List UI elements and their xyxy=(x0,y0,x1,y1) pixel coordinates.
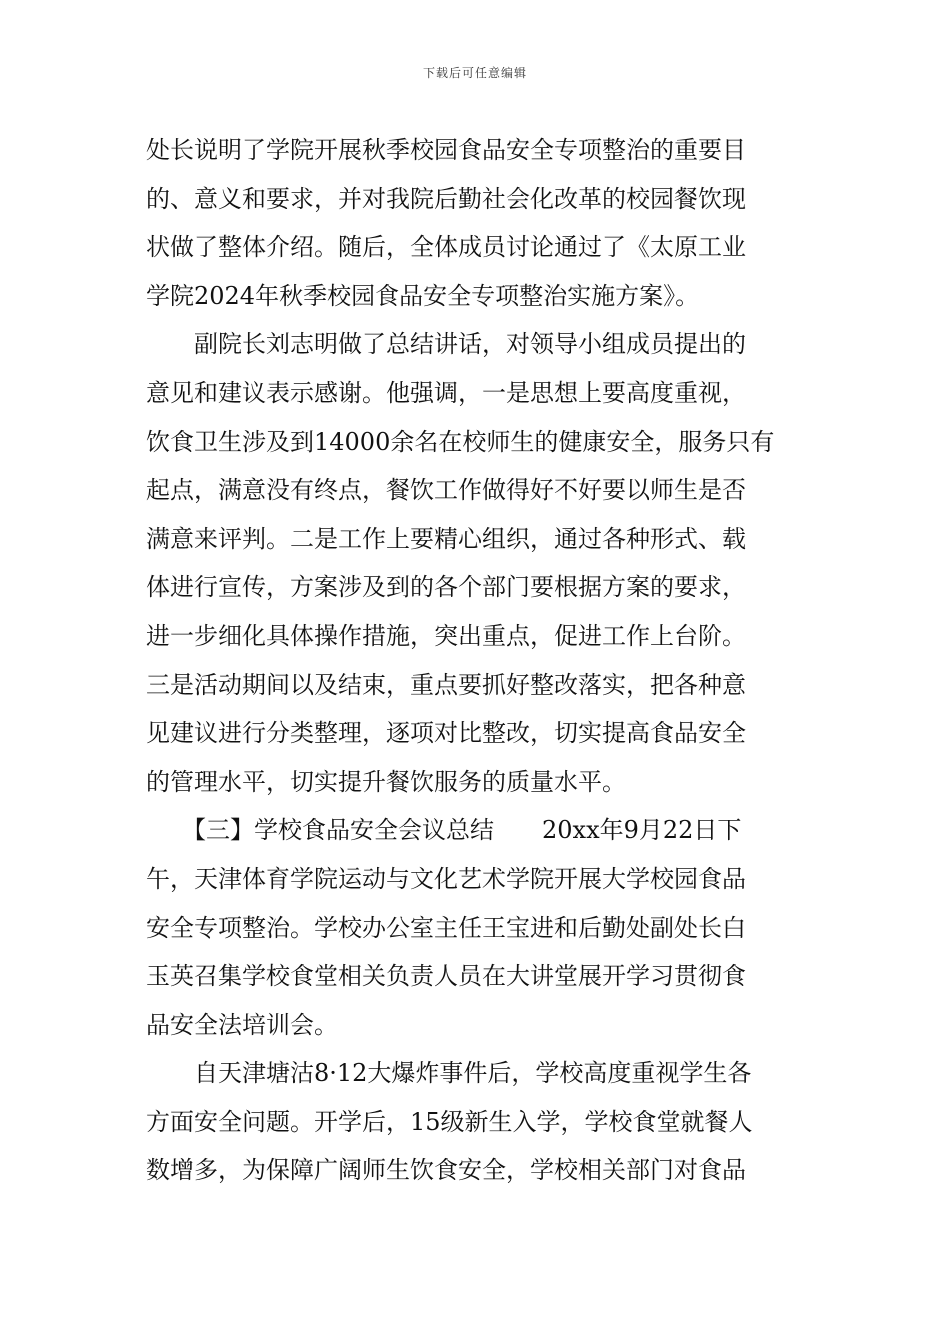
text-line: 三是活动期间以及结束，重点要抓好整改落实，把各种意 xyxy=(146,670,746,699)
text-line: 满意来评判。二是工作上要精心组织，通过各种形式、载 xyxy=(146,524,746,553)
text-line: 方面安全问题。开学后，15级新生入学，学校食堂就餐人 xyxy=(146,1107,753,1136)
text-line: 学院2024年秋季校园食品安全专项整治实施方案》。 xyxy=(146,281,700,310)
text-line: 起点，满意没有终点，餐饮工作做得好不好要以师生是否 xyxy=(146,476,746,505)
text-line: 的、意义和要求，并对我院后勤社会化改革的校园餐饮现 xyxy=(146,184,746,213)
text-line: 进一步细化具体操作措施，突出重点，促进工作上台阶。 xyxy=(146,621,746,650)
text-line: 玉英召集学校食堂相关负责人员在大讲堂展开学习贯彻食 xyxy=(146,962,746,991)
text-line: 处长说明了学院开展秋季校园食品安全专项整治的重要目 xyxy=(146,136,746,164)
text-line: 品安全法培训会。 xyxy=(146,1010,338,1039)
text-line: 数增多，为保障广阔师生饮食安全，学校相关部门对食品 xyxy=(146,1156,746,1185)
text-line: 的管理水平，切实提升餐饮服务的质量水平。 xyxy=(146,767,626,796)
text-line: 安全专项整治。学校办公室主任王宝进和后勤处副处长白 xyxy=(146,913,746,942)
text-line: 自天津塘沽8·12大爆炸事件后，学校高度重视学生各 xyxy=(146,1059,752,1088)
text-line: 副院长刘志明做了总结讲话，对领导小组成员提出的 xyxy=(146,330,746,359)
text-line: 午，天津体育学院运动与文化艺术学院开展大学校园食品 xyxy=(146,864,746,893)
page-header: 下载后可任意编辑 xyxy=(422,66,527,80)
text-line: 状做了整体介绍。随后，全体成员讨论通过了《太原工业 xyxy=(146,233,746,262)
text-line: 【三】学校食品安全会议总结 20xx年9月22日下 xyxy=(146,816,742,845)
document-body xyxy=(146,126,806,1195)
text-line: 见建议进行分类整理，逐项对比整改，切实提高食品安全 xyxy=(146,719,746,748)
text-line: 体进行宣传，方案涉及到的各个部门要根据方案的要求， xyxy=(146,573,746,602)
text-line: 意见和建议表示感谢。他强调，一是思想上要高度重视， xyxy=(146,378,746,407)
text-line: 饮食卫生涉及到14000余名在校师生的健康安全，服务只有 xyxy=(146,427,775,456)
